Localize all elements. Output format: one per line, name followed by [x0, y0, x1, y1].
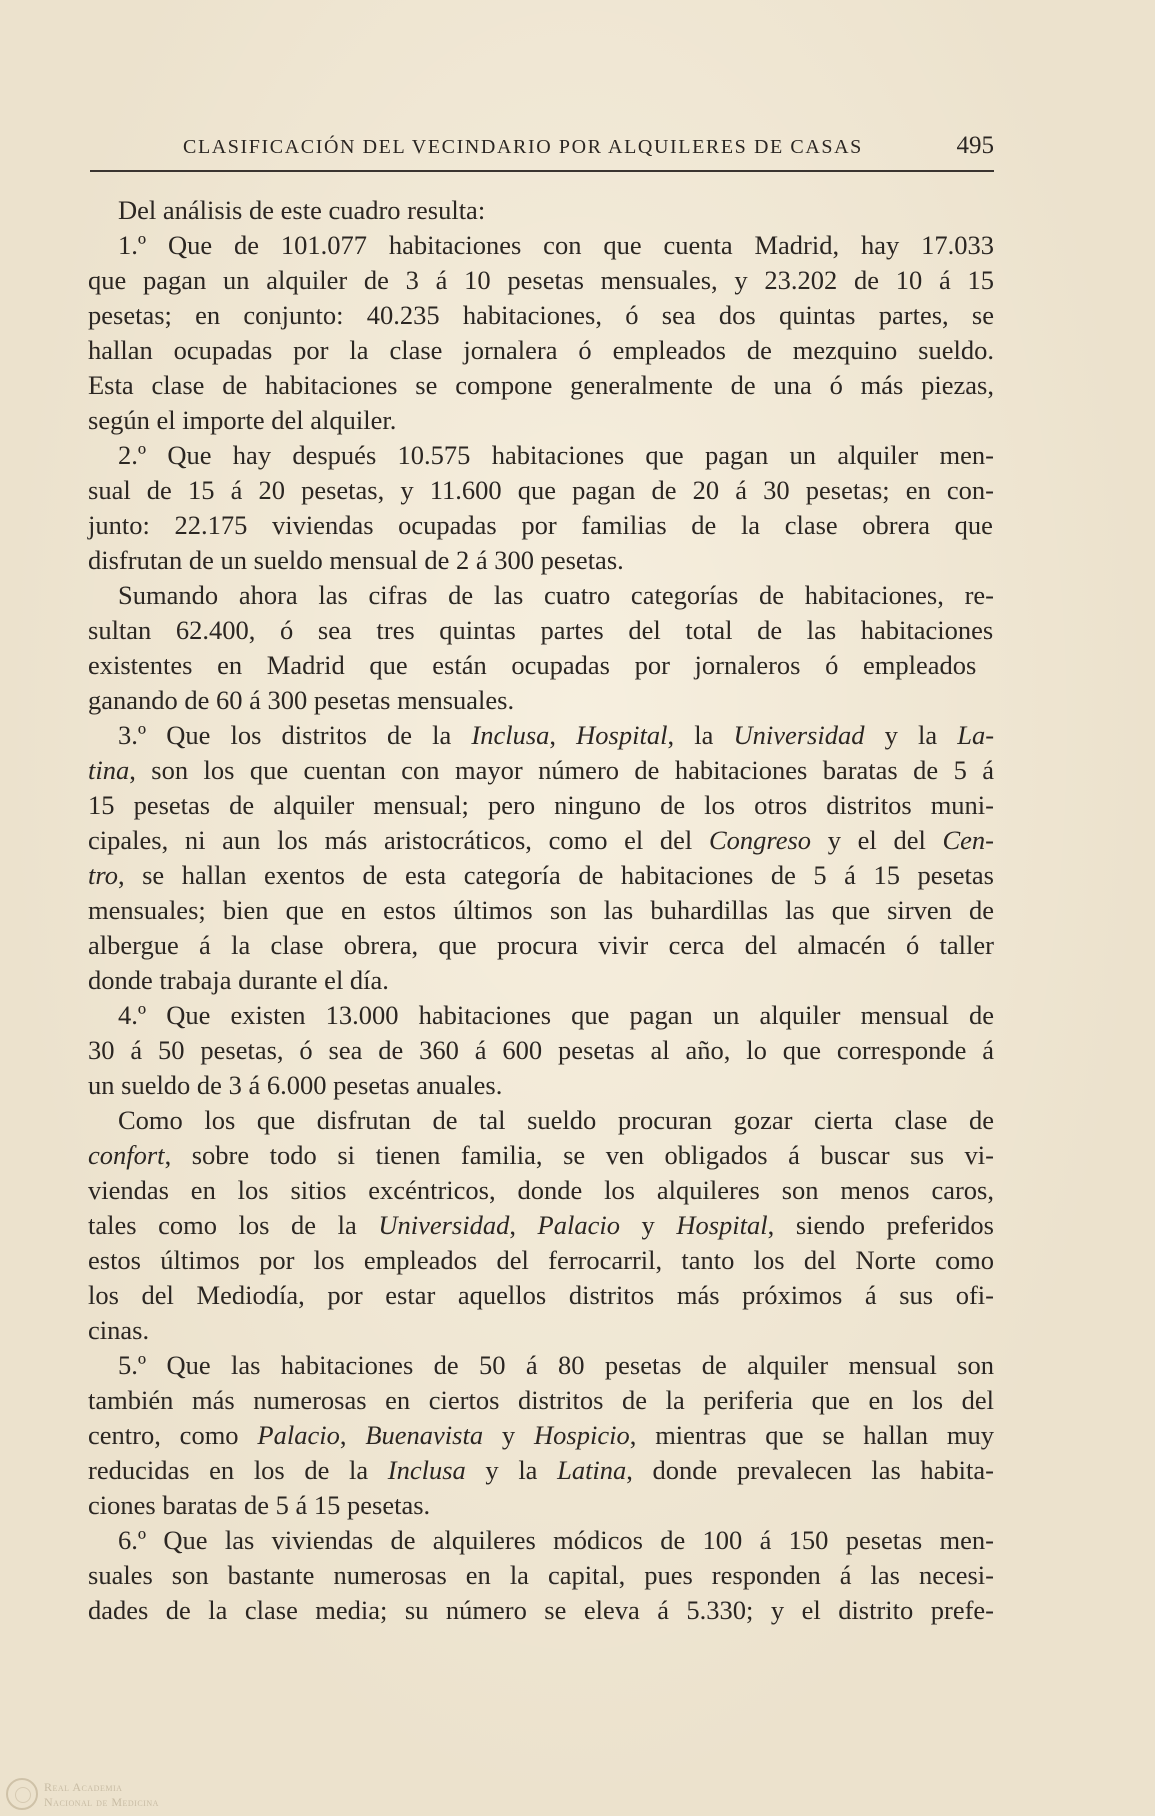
text-line: [88, 1208, 1006, 1243]
text-segment: 30 á 50 pesetas, ó sea de 360 á 600 pesetas al año, lo que corresponde á: [88, 1035, 994, 1065]
italic-term: tina: [88, 755, 130, 785]
text-line: [88, 858, 1006, 893]
italic-term: Hospicio: [534, 1420, 630, 1450]
text-segment: Como los que disfrutan de tal sueldo procuran gozar cierta clase de: [118, 1105, 994, 1135]
text-segment: pesetas; en conjunto: 40.235 habitaciones, ó sea dos quintas partes, se: [88, 300, 994, 330]
text-segment: 1.º Que de 101.077 habitaciones con que cuenta Madrid, hay 17.033: [118, 230, 994, 260]
text-line: [88, 893, 1006, 928]
text-line: [88, 1103, 1006, 1138]
italic-term: Cen-: [942, 825, 994, 855]
text-line: [88, 1173, 1006, 1208]
text-segment: ,: [549, 720, 577, 750]
text-line: [88, 683, 1006, 718]
text-segment: suales son bastante numerosas en la capital, pues responden á las necesi-: [88, 1560, 994, 1590]
text-line: [88, 228, 1006, 263]
text-segment: 6.º Que las viviendas de alquileres módicos de 100 á 150 pesetas men-: [118, 1525, 994, 1555]
text-line: [88, 438, 1006, 473]
text-line: [88, 508, 1006, 543]
text-line: [88, 1558, 1006, 1593]
text-segment: disfrutan de un sueldo mensual de 2 á 300 pesetas.: [88, 545, 624, 575]
text-segment: existentes en Madrid que están ocupadas por jornaleros ó empleados: [88, 650, 977, 680]
text-line: [88, 1488, 1006, 1523]
text-segment: tales como los de la: [88, 1210, 379, 1240]
text-segment: , sobre todo si tienen familia, se ven obligados á buscar sus vi-: [164, 1140, 994, 1170]
text-segment: mensuales; bien que en estos últimos son las buhardillas las que sirven de: [88, 895, 994, 925]
text-segment: ,: [339, 1420, 366, 1450]
text-segment: 2.º Que hay después 10.575 habitaciones que pagan un alquiler men-: [118, 440, 994, 470]
text-line: [88, 1348, 1006, 1383]
italic-term: confort: [88, 1140, 165, 1170]
text-segment: que pagan un alquiler de 3 á 10 pesetas mensuales, y 23.202 de 10 á 15: [88, 265, 994, 295]
text-segment: ciones baratas de 5 á 15 pesetas.: [88, 1490, 431, 1520]
academy-seal-icon: [6, 1778, 38, 1810]
text-segment: y el del: [811, 825, 943, 855]
text-line: [88, 543, 1006, 578]
text-segment: , donde prevalecen las habita-: [626, 1455, 994, 1485]
text-segment: sual de 15 á 20 pesetas, y 11.600 que pagan de 20 á 30 pesetas; en con-: [88, 475, 994, 505]
library-stamp: [44, 1780, 159, 1810]
text-line: [88, 613, 1006, 648]
text-line: [88, 1033, 1006, 1068]
text-segment: , siendo preferidos: [767, 1210, 994, 1240]
text-line: [88, 1068, 1006, 1103]
text-line: [88, 193, 1006, 228]
text-segment: centro, como: [88, 1420, 258, 1450]
italic-term: Palacio: [257, 1420, 340, 1450]
text-line: [88, 298, 1006, 333]
text-segment: , la: [667, 720, 734, 750]
text-line: [88, 1243, 1006, 1278]
italic-term: Inclusa: [471, 720, 550, 750]
italic-term: Hospital: [576, 720, 668, 750]
text-line: [88, 1453, 1006, 1488]
header-rule: [90, 170, 994, 172]
text-line: [88, 928, 1006, 963]
text-line: [88, 1278, 1006, 1313]
running-title: CLASIFICACIÓN DEL VECINDARIO POR ALQUILERES DE CASAS: [183, 136, 863, 158]
italic-term: Universidad: [378, 1210, 510, 1240]
text-segment: también más numerosas en ciertos distritos de la periferia que en los del: [88, 1385, 994, 1415]
text-segment: un sueldo de 3 á 6.000 pesetas anuales.: [88, 1070, 503, 1100]
stamp-line-1: Real Academia: [44, 1780, 123, 1794]
text-line: [88, 1418, 1006, 1453]
text-line: [88, 998, 1006, 1033]
text-line: [88, 788, 1006, 823]
italic-term: Hospital: [676, 1210, 768, 1240]
text-segment: ,: [509, 1210, 538, 1240]
text-segment: estos últimos por los empleados del ferrocarril, tanto los del Norte como: [88, 1245, 994, 1275]
body-text: [88, 193, 1006, 1628]
text-line: [88, 368, 1006, 403]
italic-term: Universidad: [733, 720, 865, 750]
text-segment: y: [619, 1210, 677, 1240]
italic-term: Congreso: [708, 825, 812, 855]
text-line: [88, 578, 1006, 613]
text-segment: , son los que cuentan con mayor número de habitaciones baratas de 5 á: [129, 755, 994, 785]
page-header: [88, 132, 994, 168]
text-segment: ganando de 60 á 300 pesetas mensuales.: [88, 685, 515, 715]
text-segment: y la: [465, 1455, 558, 1485]
text-segment: Sumando ahora las cifras de las cuatro categorías de habitaciones, re-: [118, 580, 994, 610]
text-line: [88, 1383, 1006, 1418]
text-segment: Esta clase de habitaciones se compone generalmente de una ó más piezas,: [88, 370, 994, 400]
page-number: 495: [956, 132, 994, 159]
text-segment: donde trabaja durante el día.: [88, 965, 389, 995]
text-line: [88, 718, 1006, 753]
text-line: [88, 753, 1006, 788]
text-line: [88, 473, 1006, 508]
italic-term: tro: [88, 860, 118, 890]
text-line: [88, 1138, 1006, 1173]
text-line: [88, 333, 1006, 368]
italic-term: La-: [957, 720, 995, 750]
text-line: [88, 263, 1006, 298]
stamp-line-2: Nacional de Medicina: [44, 1795, 159, 1809]
text-segment: albergue á la clase obrera, que procura vivir cerca del almacén ó taller: [88, 930, 994, 960]
text-segment: , se hallan exentos de esta categoría de habitaciones de 5 á 15 pesetas: [117, 860, 994, 890]
text-segment: los del Mediodía, por estar aquellos distritos más próximos á sus ofi-: [88, 1280, 994, 1310]
text-segment: , mientras que se hallan muy: [629, 1420, 995, 1450]
text-segment: y: [483, 1420, 535, 1450]
text-segment: 5.º Que las habitaciones de 50 á 80 pesetas de alquiler mensual son: [118, 1350, 994, 1380]
text-line: [88, 403, 1006, 438]
text-segment: cipales, ni aun los más aristocráticos, como el del: [88, 825, 709, 855]
italic-term: Buenavista: [365, 1420, 484, 1450]
text-segment: dades de la clase media; su número se eleva á 5.330; y el distrito prefe-: [88, 1595, 994, 1625]
text-segment: según el importe del alquiler.: [88, 405, 397, 435]
text-segment: junto: 22.175 viviendas ocupadas por familias de la clase obrera que: [88, 510, 993, 540]
text-segment: sultan 62.400, ó sea tres quintas partes del total de las habitaciones: [88, 615, 994, 645]
text-segment: cinas.: [88, 1315, 150, 1345]
text-line: [88, 963, 1006, 998]
italic-term: Inclusa: [387, 1455, 466, 1485]
text-segment: reducidas en los de la: [88, 1455, 388, 1485]
italic-term: Latina: [557, 1455, 627, 1485]
text-segment: 3.º Que los distritos de la: [118, 720, 472, 750]
text-line: [88, 1313, 1006, 1348]
text-segment: Del análisis de este cuadro resulta:: [118, 195, 486, 225]
text-segment: 4.º Que existen 13.000 habitaciones que pagan un alquiler mensual de: [118, 1000, 994, 1030]
italic-term: Palacio: [537, 1210, 620, 1240]
text-segment: 15 pesetas de alquiler mensual; pero ninguno de los otros distritos muni-: [88, 790, 994, 820]
text-segment: hallan ocupadas por la clase jornalera ó empleados de mezquino sueldo.: [88, 335, 994, 365]
text-segment: viendas en los sitios excéntricos, donde los alquileres son menos caros,: [88, 1175, 994, 1205]
text-line: [88, 823, 1006, 858]
text-line: [88, 1523, 1006, 1558]
text-line: [88, 1593, 1006, 1628]
text-segment: y la: [864, 720, 958, 750]
text-line: [88, 648, 1006, 683]
